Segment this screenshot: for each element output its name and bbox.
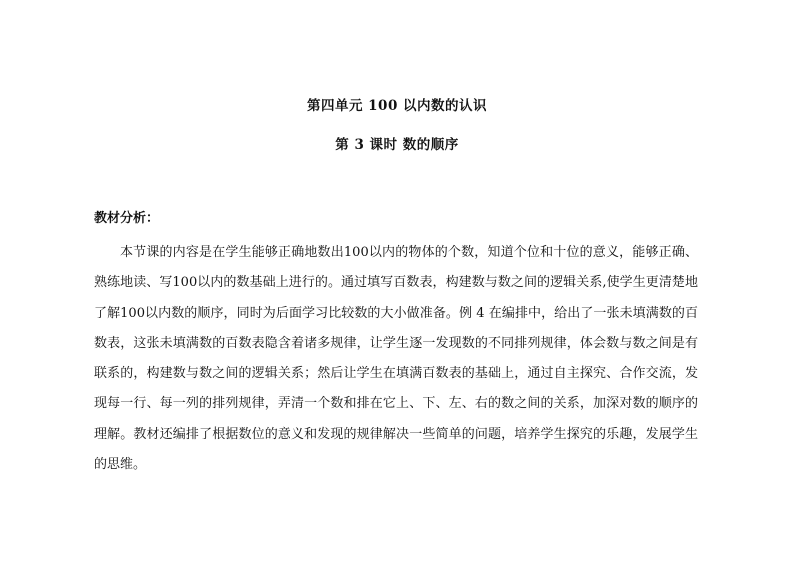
section-heading: 教材分析：: [94, 211, 160, 226]
body-paragraph: 本节课的内容是在学生能够正确地数出100以内的物体的个数，知道个位和十位的意义，能够正确、熟练地读、写100以内的数基础上进行的。通过填写百数表，构建数与数之间的逻辑关系,使学生更清楚地了解100以内数的顺序，同时为后面学习比较数的大小做准备。例 4 在编排中，给出了一张未填满数的百数表，这张未填满数的百数表隐含着诸多规律，让学生逐一发现数的不同排列规律，体会数与数之间是有联系的，构建数与数之间的逻辑关系；然后让学生在填满百数表的基础上，通过自主探究、合作交流，发现每一行、每一列的排列规律，弄清一个数和排在它上、下、左、右的数之间的关系，加深对数的顺序的理解。教材还编排了根据数位的意义和发现的规律解决一些简单的问题，培养学生探究的乐趣，发展学生的思维。: [94, 245, 698, 473]
unit-title: 第四单元 100 以内数的认识: [306, 98, 488, 114]
lesson-title: 第 3 课时 数的顺序: [335, 137, 459, 153]
